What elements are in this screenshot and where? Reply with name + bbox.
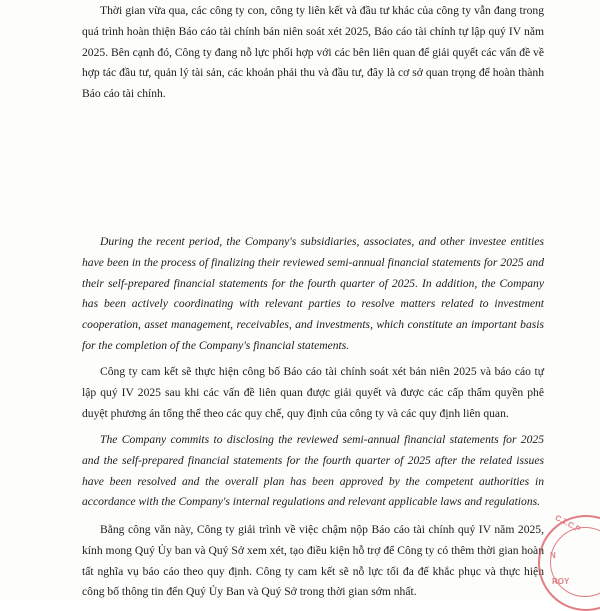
paragraph-vietnamese-explanation: Bằng công văn này, Công ty giải trình về việc chậm nộp Báo cáo tài chính quý IV năm 2025, kính mong Quý Ủy ban và Quý Sở xem xét, tạo điều kiện hỗ trợ để Công ty có thêm thời gian hoàn tất nghĩa vụ báo cáo theo quy định. Công ty cam kết sẽ nỗ lực tối đa để khắc phục và thực hiện công bố thông tin đến Quý Ủy Ban và Quý Sở trong thời gian sớm nhất. <box>82 523 544 599</box>
company-seal-stamp <box>538 515 600 611</box>
paragraph-vietnamese-commitment: Công ty cam kết sẽ thực hiện công bố Báo cáo tài chính soát xét bán niên 2025 và báo cáo tự lập quý IV 2025 sau khi các vấn đề liên quan được giải quyết và được các cấp thẩm quyền phê duyệt phương án tổng thể theo các quy chế, quy định của công ty và các quy định liên quan. <box>82 365 544 420</box>
seal-arc-text: C.T.C.P <box>553 513 583 534</box>
paragraph-english-commitment: The Company commits to disclosing the reviewed semi-annual financial statements for 2025 and the self-prepared financial statements for the fourth quarter of 2025 after the related issues have been resolved and the overall plan has been approved by the competent authorities in accordance with the Company's internal regulations and relevant applicable laws and regulations. <box>82 433 544 509</box>
seal-bottom-text: ROY <box>552 577 570 586</box>
company-seal-inner-ring <box>550 527 600 597</box>
seal-mid-text: N <box>550 551 556 560</box>
paragraph-vietnamese-delay-reason: Thời gian vừa qua, các công ty con, công ty liên kết và đầu tư khác của công ty vẫn đang trong quá trình hoàn thiện Báo cáo tài chính bán niên soát xét 2025, Báo cáo tài chính tự lập quý IV năm 2025. Bên cạnh đó, Công ty đang nỗ lực phối hợp với các bên liên quan để giải quyết các vấn đề về hợp tác đầu tư, quản lý tài sản, các khoản phải thu và đầu tư, đây là cơ sở quan trọng để hoàn thành Báo cáo tài chính. <box>82 4 544 101</box>
paragraph-english-delay-reason: During the recent period, the Company's subsidiaries, associates, and other investee entities have been in the process of finalizing their reviewed semi-annual financial statements for 2025 and their self-prepared financial statements for the fourth quarter of 2025. In addition, the Company has been actively coordinating with relevant parties to resolve matters related to investment cooperation, asset management, receivables, and investments, which constitute an important basis for the completion of the Company's financial statements. <box>82 235 544 352</box>
